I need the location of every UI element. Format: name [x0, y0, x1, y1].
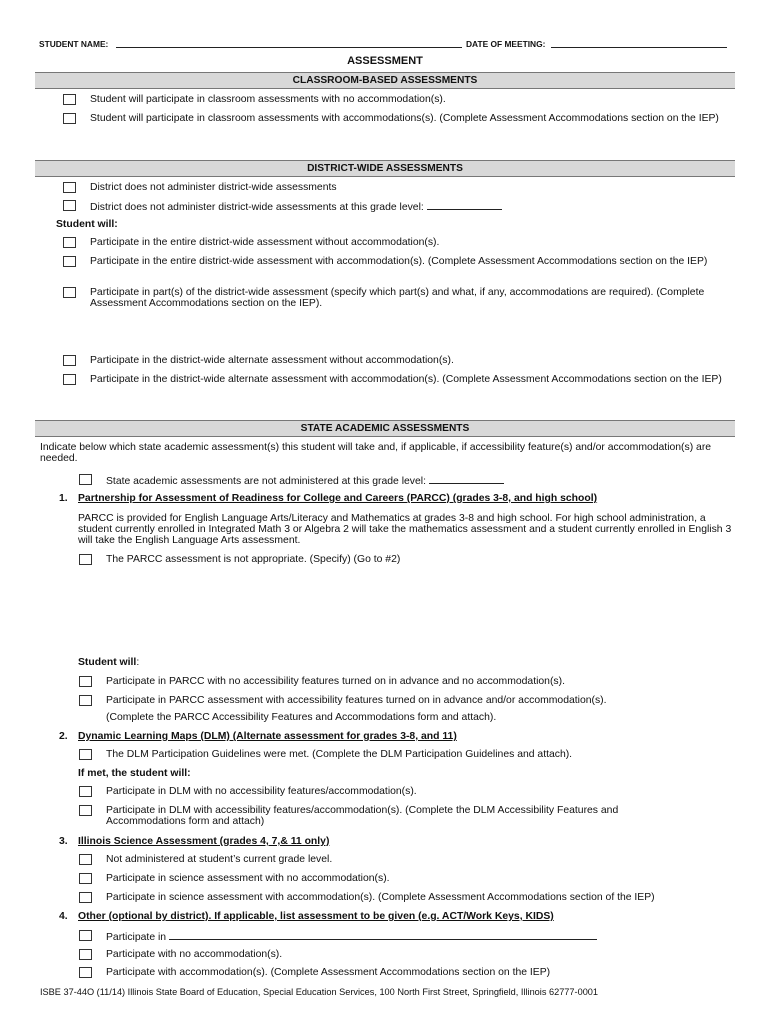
parcc-description: PARCC is provided for English Language Arts/Literacy and Mathematics at grades 3-8 and high school. For high school administration, a student currently enrolled in Integrated Math 3 or Algebra 2 will take the mathematics assessment and a student currently enrolled in English 3 will take the English Language Arts assessment. [78, 513, 732, 546]
dlm-guidelines-met: The DLM Participation Guidelines were met. (Complete the DLM Participation Guidelines and attach). [106, 749, 573, 760]
checkbox[interactable] [79, 805, 92, 816]
checkbox[interactable] [79, 786, 92, 797]
checkbox[interactable] [79, 474, 92, 485]
checkbox[interactable] [79, 949, 92, 960]
parcc-option-with-features-note: (Complete the PARCC Accessibility Features and Accommodations form and attach). [106, 712, 497, 723]
checkbox[interactable] [79, 554, 92, 565]
classroom-option-with-accommodation: Student will participate in classroom assessments with accommodations(s). (Complete Assessment Accommodations section on the IEP) [90, 113, 719, 124]
checkbox[interactable] [63, 113, 76, 124]
checkbox[interactable] [79, 873, 92, 884]
checkbox[interactable] [79, 930, 92, 941]
other-title: Other (optional by district). If applicable, list assessment to be given (e.g. ACT/Work Keys, KIDS) [78, 911, 554, 922]
parcc-not-appropriate: The PARCC assessment is not appropriate. (Specify) (Go to #2) [106, 554, 401, 565]
district-option-entire-without: Participate in the entire district-wide assessment without accommodation(s). [90, 237, 440, 248]
other-option-with-accommodation: Participate with accommodation(s). (Complete Assessment Accommodations section on the IEP) [106, 967, 551, 978]
date-of-meeting-field[interactable] [551, 47, 727, 48]
district-option-not-administered: District does not administer district-wide assessments [90, 182, 337, 193]
dlm-title: Dynamic Learning Maps (DLM) (Alternate assessment for grades 3-8, and 11) [78, 731, 457, 742]
district-section-header: DISTRICT-WIDE ASSESSMENTS [35, 160, 735, 177]
section-number-1: 1. [59, 493, 68, 504]
checkbox[interactable] [79, 695, 92, 706]
science-option-no-accommodation: Participate in science assessment with no accommodation(s). [106, 873, 390, 884]
science-title: Illinois Science Assessment (grades 4, 7,& 11 only) [78, 836, 330, 847]
student-name-label: STUDENT NAME: [39, 39, 109, 49]
checkbox[interactable] [79, 967, 92, 978]
footer-text: ISBE 37-44O (11/14) Illinois State Board of Education, Special Education Services, 100 North First Street, Springfield, Illinois 62777-0001 [40, 987, 599, 997]
classroom-section-header: CLASSROOM-BASED ASSESSMENTS [35, 72, 735, 89]
district-student-will-label: Student will: [56, 219, 118, 230]
other-option-no-accommodation: Participate with no accommodation(s). [106, 949, 283, 960]
state-section-header: STATE ACADEMIC ASSESSMENTS [35, 420, 735, 437]
state-not-administered: State academic assessments are not administered at this grade level: [106, 474, 504, 487]
district-option-alternate-with: Participate in the district-wide alternate assessment with accommodation(s). (Complete Assessment Accommodations section on the IEP) [90, 374, 722, 385]
section-number-2: 2. [59, 731, 68, 742]
district-option-entire-with: Participate in the entire district-wide assessment with accommodation(s). (Complete Assessment Accommodations section on the IEP) [90, 256, 708, 267]
date-of-meeting-label: DATE OF MEETING: [466, 39, 546, 49]
page-title: ASSESSMENT [347, 55, 423, 67]
parcc-title: Partnership for Assessment of Readiness for College and Careers (PARCC) (grades 3-8, and high school) [78, 493, 598, 504]
checkbox[interactable] [79, 892, 92, 903]
dlm-option-with-features: Participate in DLM with accessibility features/accommodation(s). (Complete the DLM Accessibility Features and Accommodations form and attach) [106, 805, 619, 827]
dlm-if-met-label: If met, the student will: [78, 768, 191, 779]
student-name-field[interactable] [116, 47, 462, 48]
parcc-student-will-label: Student will: [78, 657, 140, 668]
checkbox[interactable] [63, 94, 76, 105]
district-option-alternate-without: Participate in the district-wide alternate assessment without accommodation(s). [90, 355, 454, 366]
classroom-option-no-accommodation: Student will participate in classroom assessments with no accommodation(s). [90, 94, 446, 105]
checkbox[interactable] [79, 676, 92, 687]
checkbox[interactable] [63, 200, 76, 211]
checkbox[interactable] [63, 237, 76, 248]
science-option-not-administered: Not administered at student’s current grade level. [106, 854, 333, 865]
section-number-3: 3. [59, 836, 68, 847]
section-number-4: 4. [59, 911, 68, 922]
checkbox[interactable] [63, 287, 76, 298]
dlm-option-no-features: Participate in DLM with no accessibility features/accommodation(s). [106, 786, 417, 797]
district-option-partial: Participate in part(s) of the district-wide assessment (specify which part(s) and what, if any, accommodations are required). (Complete Assessment Accommodations section on the IEP). [90, 287, 705, 309]
checkbox[interactable] [63, 256, 76, 267]
checkbox[interactable] [63, 355, 76, 366]
parcc-option-with-features: Participate in PARCC assessment with accessibility features turned on in advance and/or accommodation(s). [106, 695, 607, 706]
state-intro-text: Indicate below which state academic assessment(s) this student will take and, if applicable, if accessibility feature(s) and/or accommodation(s) are needed. [40, 442, 712, 464]
checkbox[interactable] [79, 749, 92, 760]
science-option-with-accommodation: Participate in science assessment with accommodation(s). (Complete Assessment Accommodations section of the IEP) [106, 892, 655, 903]
district-option-not-at-grade: District does not administer district-wide assessments at this grade level: [90, 200, 502, 213]
checkbox[interactable] [79, 854, 92, 865]
other-option-participate-in: Participate in [106, 930, 597, 943]
checkbox[interactable] [63, 182, 76, 193]
checkbox[interactable] [63, 374, 76, 385]
parcc-option-no-features: Participate in PARCC with no accessibility features turned on in advance and no accommodation(s). [106, 676, 565, 687]
